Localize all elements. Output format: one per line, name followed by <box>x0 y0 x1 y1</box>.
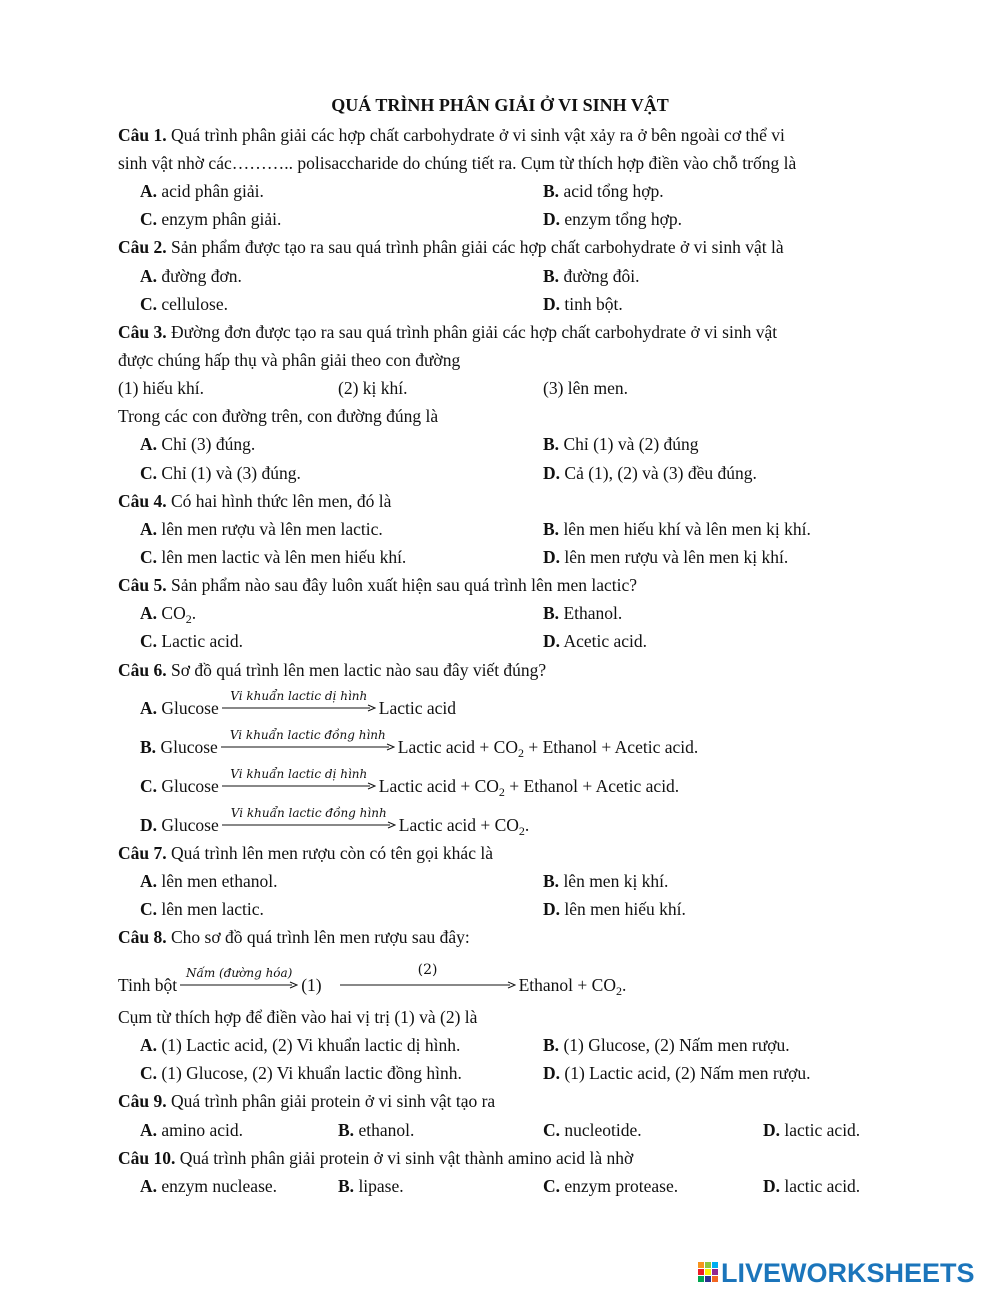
reaction-arrow: Vi khuẩn lactic đồng hình <box>222 817 396 831</box>
q8-option-b[interactable]: B. (1) Glucose, (2) Nấm men rượu. <box>543 1035 790 1055</box>
q9-option-c[interactable]: C. nucleotide. <box>543 1120 642 1140</box>
q7-option-c[interactable]: C. lên men lactic. <box>140 899 264 919</box>
question-label: Câu 1. <box>118 125 167 145</box>
question-9-stem: Câu 9. Quá trình phân giải protein ở vi sinh vật tạo ra <box>118 1091 496 1111</box>
q6-option-d[interactable]: D. Glucose Vi khuẩn lactic đồng hình Lactic acid + $CO_2$. <box>140 806 530 838</box>
q5-option-d[interactable]: D. Acetic acid. <box>543 631 647 651</box>
q4-option-c[interactable]: C. lên men lactic và lên men hiếu khí. <box>140 547 407 567</box>
q4-option-b[interactable]: B. lên men hiếu khí và lên men kị khí. <box>543 519 811 539</box>
q2-option-b[interactable]: B. đường đôi. <box>543 266 640 286</box>
question-10-stem: Câu 10. Quá trình phân giải protein ở vi sinh vật thành amino acid là nhờ <box>118 1148 634 1168</box>
q9-option-a[interactable]: A. amino acid. <box>140 1120 244 1140</box>
reaction-arrow: Vi khuẩn lactic đồng hình <box>221 739 395 753</box>
q3-option-d[interactable]: D. Cả (1), (2) và (3) đều đúng. <box>543 463 757 483</box>
q9-option-d[interactable]: D. lactic acid. <box>763 1120 861 1140</box>
q10-option-c[interactable]: C. enzym protease. <box>543 1176 679 1196</box>
q8-option-d[interactable]: D. (1) Lactic acid, (2) Nấm men rượu. <box>543 1063 811 1083</box>
q6-option-c[interactable]: C. Glucose Vi khuẩn lactic dị hình Lactic acid + $CO_2$ + Ethanol + Acetic acid. <box>140 767 680 799</box>
reaction-arrow: Nấm (đường hóa) <box>180 977 298 991</box>
q10-option-d[interactable]: D. lactic acid. <box>763 1176 861 1196</box>
q8-option-c[interactable]: C. (1) Glucose, (2) Vi khuẩn lactic đồng hình. <box>140 1063 462 1083</box>
question-7-stem: Câu 7. Quá trình lên men rượu còn có tên gọi khác là <box>118 843 493 863</box>
question-8-stem: Câu 8. Cho sơ đồ quá trình lên men rượu sau đây: <box>118 927 470 947</box>
reaction-arrow: Vi khuẩn lactic dị hình <box>222 700 376 714</box>
page-title: QUÁ TRÌNH PHÂN GIẢI Ở VI SINH VẬT <box>331 95 669 115</box>
logo-text: LIVEWORKSHEETS <box>721 1257 975 1288</box>
reaction-arrow: Vi khuẩn lactic dị hình <box>222 778 376 792</box>
q10-option-b[interactable]: B. lipase. <box>338 1176 404 1196</box>
q7-option-b[interactable]: B. lên men kị khí. <box>543 871 669 891</box>
q1-option-b[interactable]: B. acid tổng hợp. <box>543 181 664 201</box>
question-4-stem: Câu 4. Có hai hình thức lên men, đó là <box>118 491 392 511</box>
q2-option-d[interactable]: D. tinh bột. <box>543 294 623 314</box>
liveworksheets-logo-icon <box>697 1261 719 1285</box>
q1-option-a[interactable]: A. acid phân giải. <box>140 181 264 201</box>
q3-option-a[interactable]: A. Chỉ (3) đúng. <box>140 434 256 454</box>
question-6-stem: Câu 6. Sơ đồ quá trình lên men lactic nào sau đây viết đúng? <box>118 660 547 680</box>
q1-option-d[interactable]: D. enzym tổng hợp. <box>543 209 683 229</box>
q5-option-c[interactable]: C. Lactic acid. <box>140 631 244 651</box>
q1-option-c[interactable]: C. enzym phân giải. <box>140 209 282 229</box>
question-3-prompt: Trong các con đường trên, con đường đúng là <box>118 406 439 426</box>
q3-option-b[interactable]: B. Chỉ (1) và (2) đúng <box>543 434 699 454</box>
question-8-prompt: Cụm từ thích hợp để điền vào hai vị trị (1) và (2) là <box>118 1007 478 1027</box>
q9-option-b[interactable]: B. ethanol. <box>338 1120 415 1140</box>
question-1-stem-line-2: sinh vật nhờ các……….. polisaccharide do chúng tiết ra. Cụm từ thích hợp điền vào chỗ trống là <box>118 153 797 173</box>
question-3-stem: Câu 3. Đường đơn được tạo ra sau quá trình phân giải các hợp chất carbohydrate ở vi sinh vật <box>118 322 778 342</box>
q10-option-a[interactable]: A. enzym nuclease. <box>140 1176 278 1196</box>
q6-option-b[interactable]: B. Glucose Vi khuẩn lactic đồng hình Lactic acid + $CO_2$ + Ethanol + Acetic acid. <box>140 728 699 760</box>
q3-pathway-1: (1) hiếu khí. <box>118 378 205 398</box>
q4-option-a[interactable]: A. lên men rượu và lên men lactic. <box>140 519 383 539</box>
reaction-arrow: (2) <box>340 977 516 991</box>
q4-option-d[interactable]: D. lên men rượu và lên men kị khí. <box>543 547 789 567</box>
q3-pathway-3: (3) lên men. <box>543 378 629 398</box>
q2-option-a[interactable]: A. đường đơn. <box>140 266 242 286</box>
question-2-stem: Câu 2. Sản phẩm được tạo ra sau quá trình phân giải các hợp chất carbohydrate ở vi sinh vật là <box>118 237 784 257</box>
q2-option-c[interactable]: C. cellulose. <box>140 294 228 314</box>
question-3-stem-line-2: được chúng hấp thụ và phân giải theo con đường <box>118 350 461 370</box>
q7-option-a[interactable]: A. lên men ethanol. <box>140 871 278 891</box>
q8-scheme: Tinh bột Nấm (đường hóa) (1) (2) Ethanol + $CO_2$. <box>118 962 627 998</box>
q8-option-a[interactable]: A. (1) Lactic acid, (2) Vi khuẩn lactic dị hình. <box>140 1035 461 1055</box>
q7-option-d[interactable]: D. lên men hiếu khí. <box>543 899 686 919</box>
question-5-stem: Câu 5. Sản phẩm nào sau đây luôn xuất hiện sau quá trình lên men lactic? <box>118 575 638 595</box>
q3-pathway-2: (2) kị khí. <box>338 378 408 398</box>
q3-option-c[interactable]: C. Chỉ (1) và (3) đúng. <box>140 463 301 483</box>
q5-option-a[interactable]: A. $CO_2$. <box>140 603 197 626</box>
liveworksheets-logo[interactable] <box>697 1258 975 1288</box>
q6-option-a[interactable]: A. Glucose Vi khuẩn lactic dị hình Lactic acid <box>140 689 456 718</box>
question-1-stem: Câu 1. Quá trình phân giải các hợp chất carbohydrate ở vi sinh vật xảy ra ở bên ngoài cơ thể vi <box>118 125 785 145</box>
q5-option-b[interactable]: B. Ethanol. <box>543 603 623 623</box>
